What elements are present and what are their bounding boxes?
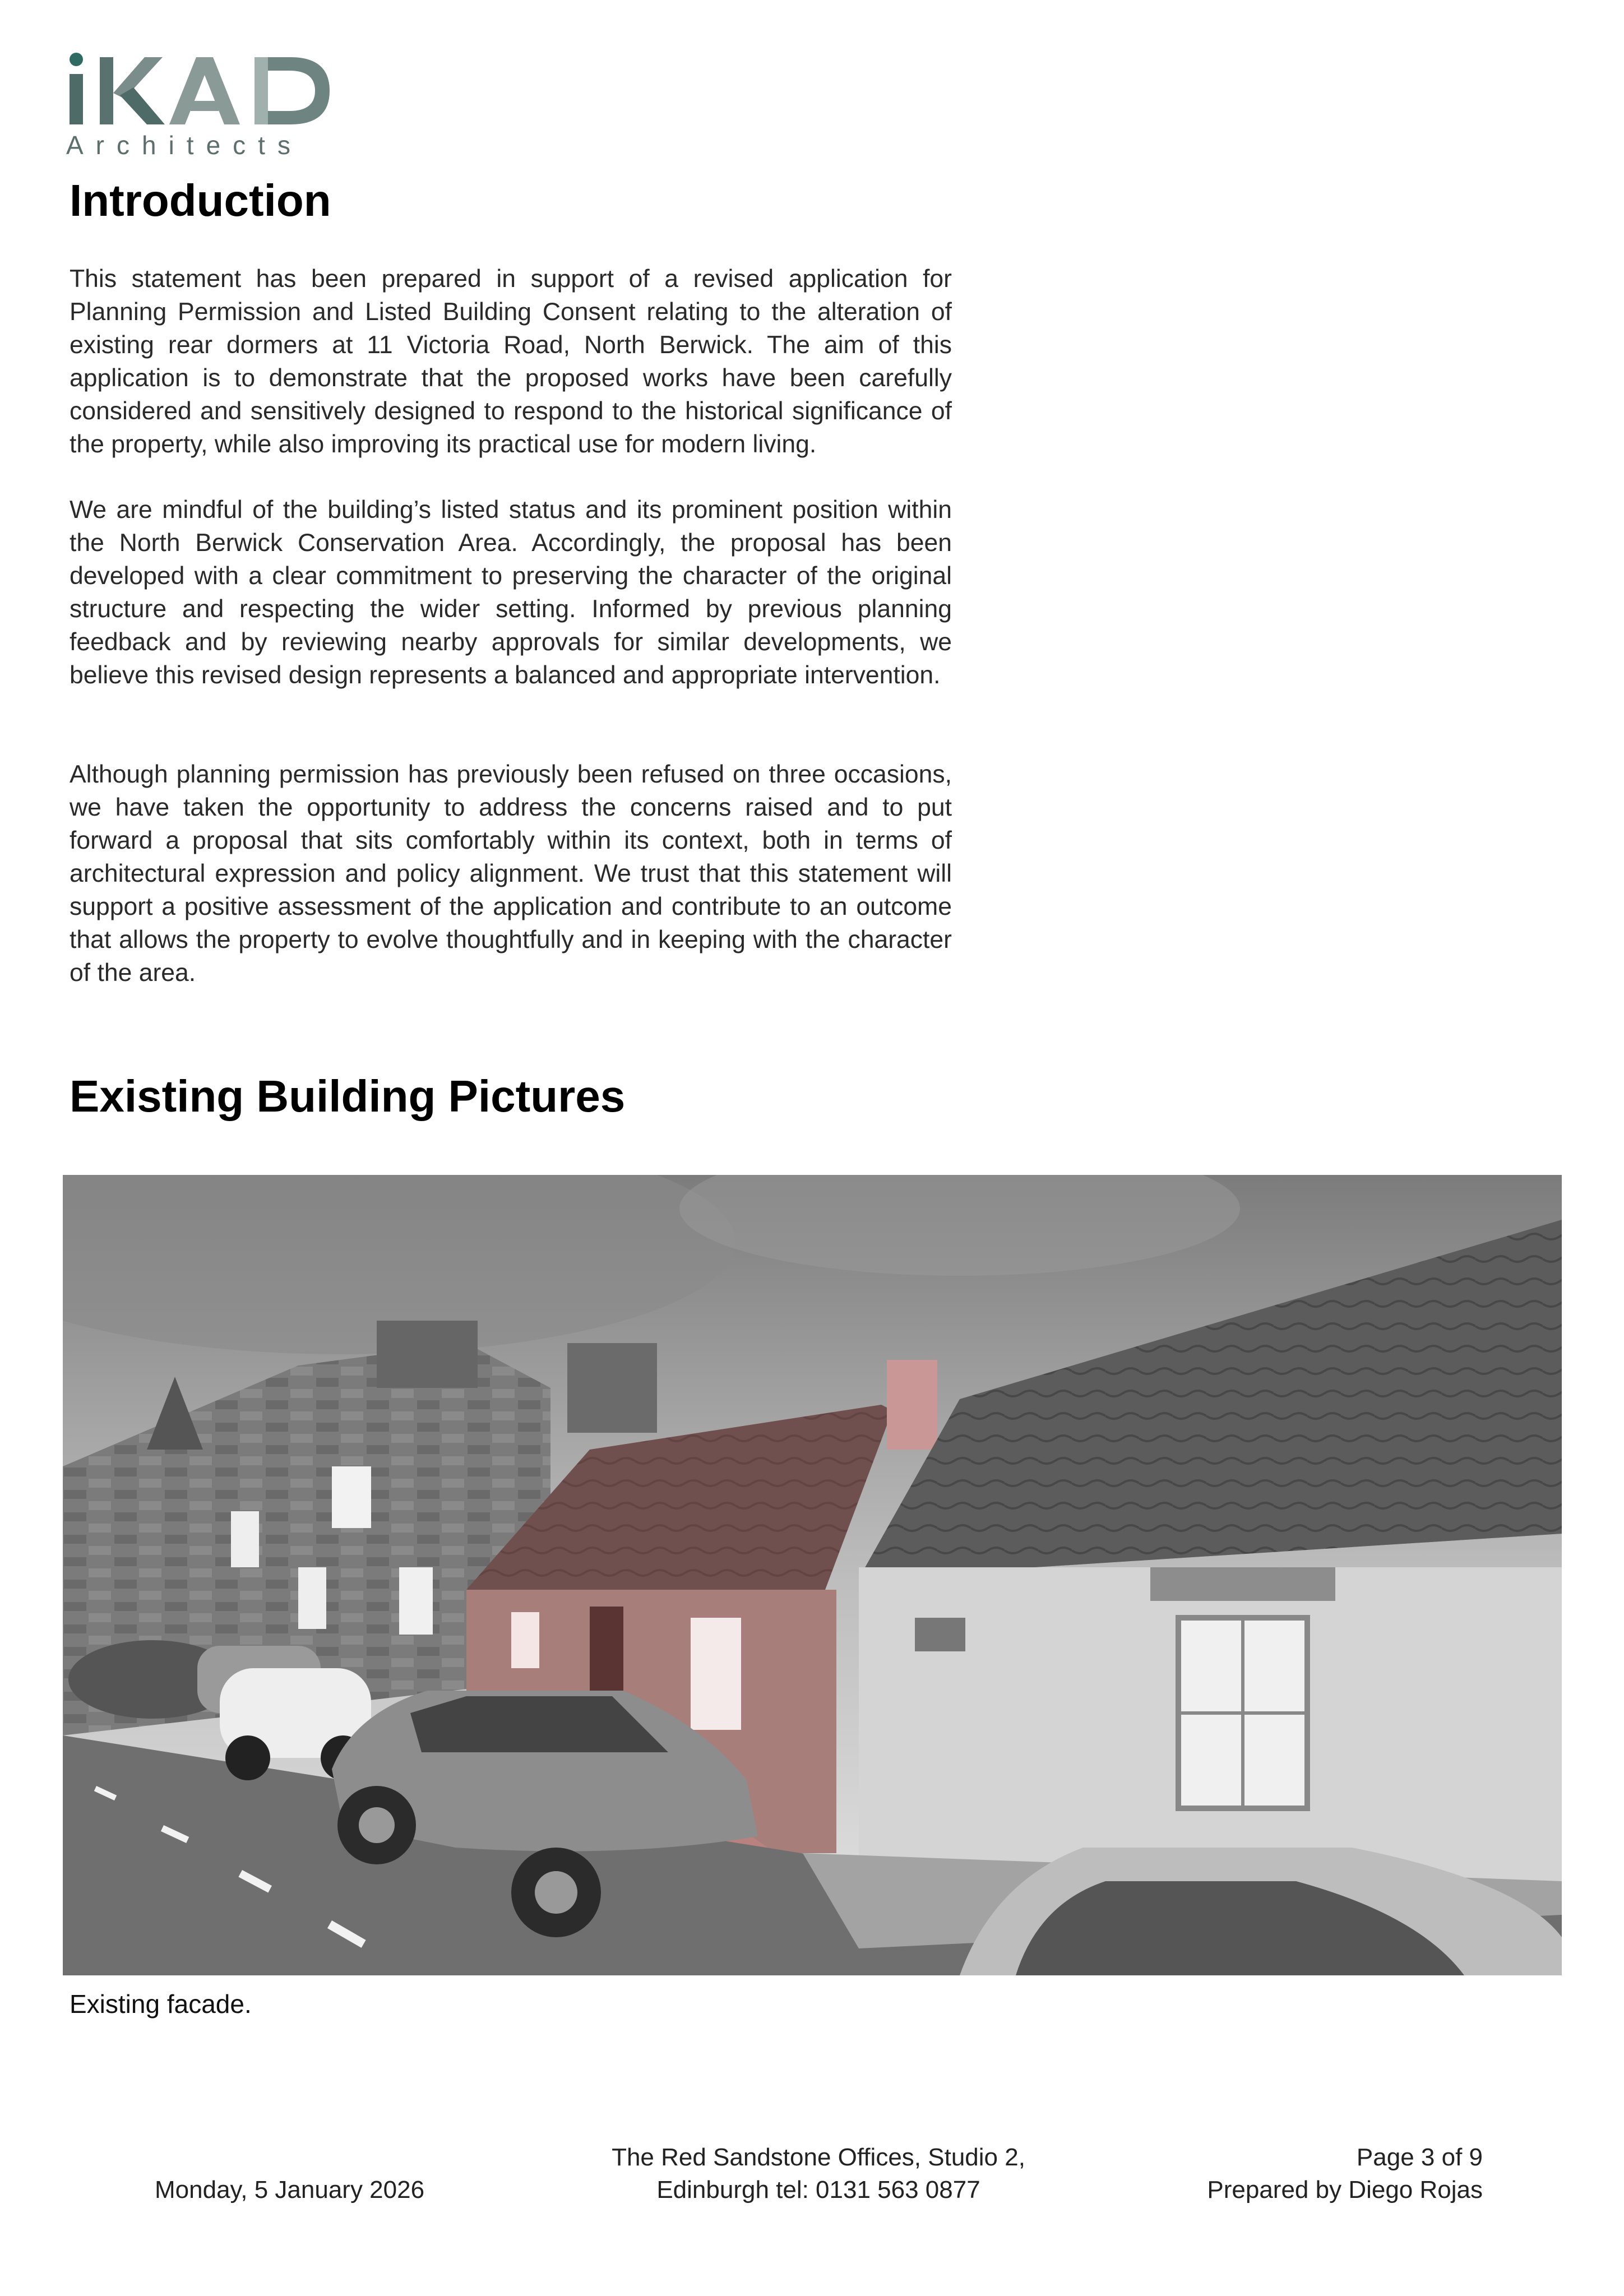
existing-facade-photo	[63, 1175, 1562, 1975]
page-number: Page 3 of 9	[1356, 2144, 1483, 2171]
footer-address	[594, 2141, 1043, 2206]
logo-subtitle: Architects	[66, 131, 303, 160]
pictures-heading: Existing Building Pictures	[70, 1071, 626, 1121]
footer-date: Monday, 5 January 2026	[155, 2176, 425, 2204]
prepared-by: Prepared by Diego Rojas	[1207, 2176, 1483, 2204]
photo-caption: Existing facade.	[70, 1989, 252, 2019]
company-logo	[66, 52, 358, 164]
footer-page-info	[1207, 2141, 1483, 2206]
intro-paragraph-1: This statement has been prepared in support of a revised application for Planning Permission and Listed Building Consent relating to the alteration of existing rear dormers at 11 Victoria Road, North Berwick. The aim of this application is to demonstrate that the proposed works have been carefully considered and sensitively designed to respond to the historical significance of the property, while also improving its practical use for modern living.	[70, 265, 952, 458]
introduction-heading: Introduction	[70, 175, 331, 225]
footer-address-line-1: The Red Sandstone Offices, Studio 2,	[612, 2144, 1025, 2171]
intro-paragraph-2: We are mindful of the building’s listed status and its prominent position within the North Berwick Conservation Area. Accordingly, the proposal has been developed with a clear commitment to preserving the character of the original structure and respecting the wider setting. Informed by previous planning feedback and by reviewing nearby approvals for similar developments, we believe this revised design represents a balanced and appropriate intervention.	[70, 496, 952, 689]
street-view-image	[63, 1175, 1562, 1975]
footer-address-line-2: Edinburgh tel: 0131 563 0877	[656, 2176, 980, 2204]
intro-paragraph-3: Although planning permission has previously been refused on three occasions, we have taken the opportunity to address the concerns raised and to put forward a proposal that sits comfortably within its context, both in terms of architectural expression and policy alignment. We trust that this statement will support a positive assessment of the application and contribute to an outcome that allows the property to evolve thoughtfully and in keeping with the character of the area.	[70, 761, 952, 987]
ikad-logo-mark	[66, 52, 346, 126]
